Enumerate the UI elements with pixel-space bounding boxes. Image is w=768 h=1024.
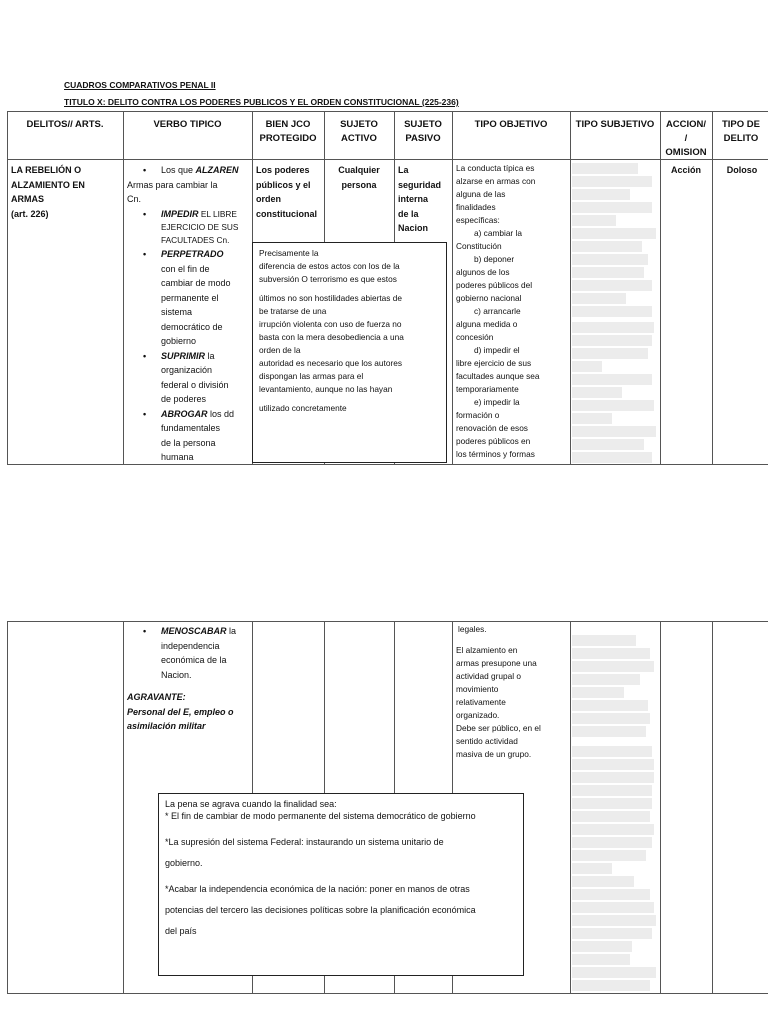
cell-accion: Acción	[670, 165, 701, 175]
list-item: • PERPETRADO	[127, 247, 251, 262]
list-item: • IMPEDIR EL LIBRE	[127, 207, 251, 222]
header-tipo-delito: TIPO DE DELITO	[721, 119, 760, 144]
header-bien-juridico: BIEN JCO PROTEGIDO	[259, 119, 317, 144]
cell-tipo-objetivo: La conducta típica es alzarse en armas con alguna de las finalidades específicas: a) cambiar la Constitución b) deponer algunos de los poderes públicos del gobierno nacional c) arrancarle alguna medida o concesión d) impedir el libre ejercicio de sus facultades aunque sea temporariamente e) impedir la formación o renovación de esos poderes públicos en los términos y formas	[456, 163, 540, 459]
list-item: • SUPRIMIR la	[127, 349, 251, 364]
list-item: • MENOSCABAR la	[127, 624, 251, 639]
cell-verbo-tipico: • Los que ALZAREN Armas para cambiar la Cn. • IMPEDIR EL LIBRE EJERCICIO DE SUS FACULTADES Cn. • PERPETRADO con el fin de cambiar de modo permanente el sistema democrático de gobierno • SUPRIMIR la organización federal o división de poderes • ABROGAR los dd fundamentales de la persona humana	[127, 163, 251, 465]
header-sujeto-activo: SUJETO ACTIVO	[340, 119, 378, 144]
header-accion-omision: ACCION/ / OMISION	[665, 119, 707, 158]
list-item: • ABROGAR los dd	[127, 407, 251, 422]
cell-delito: LA REBELIÓN O ALZAMIENTO EN ARMAS (art. 226)	[11, 165, 85, 219]
doc-subtitle: TITULO X: DELITO CONTRA LOS PODERES PUBLICOS Y EL ORDEN CONSTITUCIONAL (225-236)	[64, 97, 459, 107]
header-tipo-objetivo: TIPO OBJETIVO	[474, 119, 548, 130]
cell-verbo-tipico-cont: • MENOSCABAR la independencia económica de la Nacion. AGRAVANTE: Personal del E, empleo o asimilación militar	[127, 624, 251, 734]
header-verbo-tipico: VERBO TIPICO	[153, 119, 222, 130]
doc-title: CUADROS COMPARATIVOS PENAL II	[64, 80, 216, 90]
note-box-2: La pena se agrava cuando la finalidad sea: * El fin de cambiar de modo permanente del sistema democrático de gobierno *La supresión del sistema Federal: instaurando un sistema unitario de gobierno. *Acabar la independencia económica de la nación: poner en manos de otras potencias del tercero las decisiones políticas sobre la planificación económica del país	[158, 793, 524, 976]
agravante-label: AGRAVANTE:	[127, 692, 186, 702]
cell-bien-juridico: Los poderes públicos y el orden constitucional	[256, 165, 318, 219]
list-item: • Los que ALZAREN	[127, 163, 251, 178]
note-box-1: Precisamente la diferencia de estos actos con los de la subversión O terrorismo es que estos últimos no son hostilidades abiertas de be tratarse de una irrupción violenta con uso de fuerza no basta con la mera desobediencia a una orden de la autoridad es necesario que los autores dispongan las armas para el levantamiento, aunque no las hayan utilizado concretamente	[252, 242, 447, 463]
header-sujeto-pasivo: SUJETO PASIVO	[404, 119, 442, 144]
cell-sujeto-activo: Cualquier persona	[338, 165, 380, 190]
header-tipo-subjetivo: TIPO SUBJETIVO	[575, 119, 655, 130]
header-delitos: DELITOS// ARTS.	[26, 119, 104, 130]
cell-tipo-objetivo-cont: legales. El alzamiento en armas presupone una actividad grupal o movimiento relativamente organizado. Debe ser público, en el sentido actividad masiva de un grupo.	[456, 624, 541, 759]
cell-tipo-delito: Doloso	[726, 165, 758, 175]
cell-sujeto-pasivo: La seguridad interna de la Nacion	[398, 165, 442, 233]
